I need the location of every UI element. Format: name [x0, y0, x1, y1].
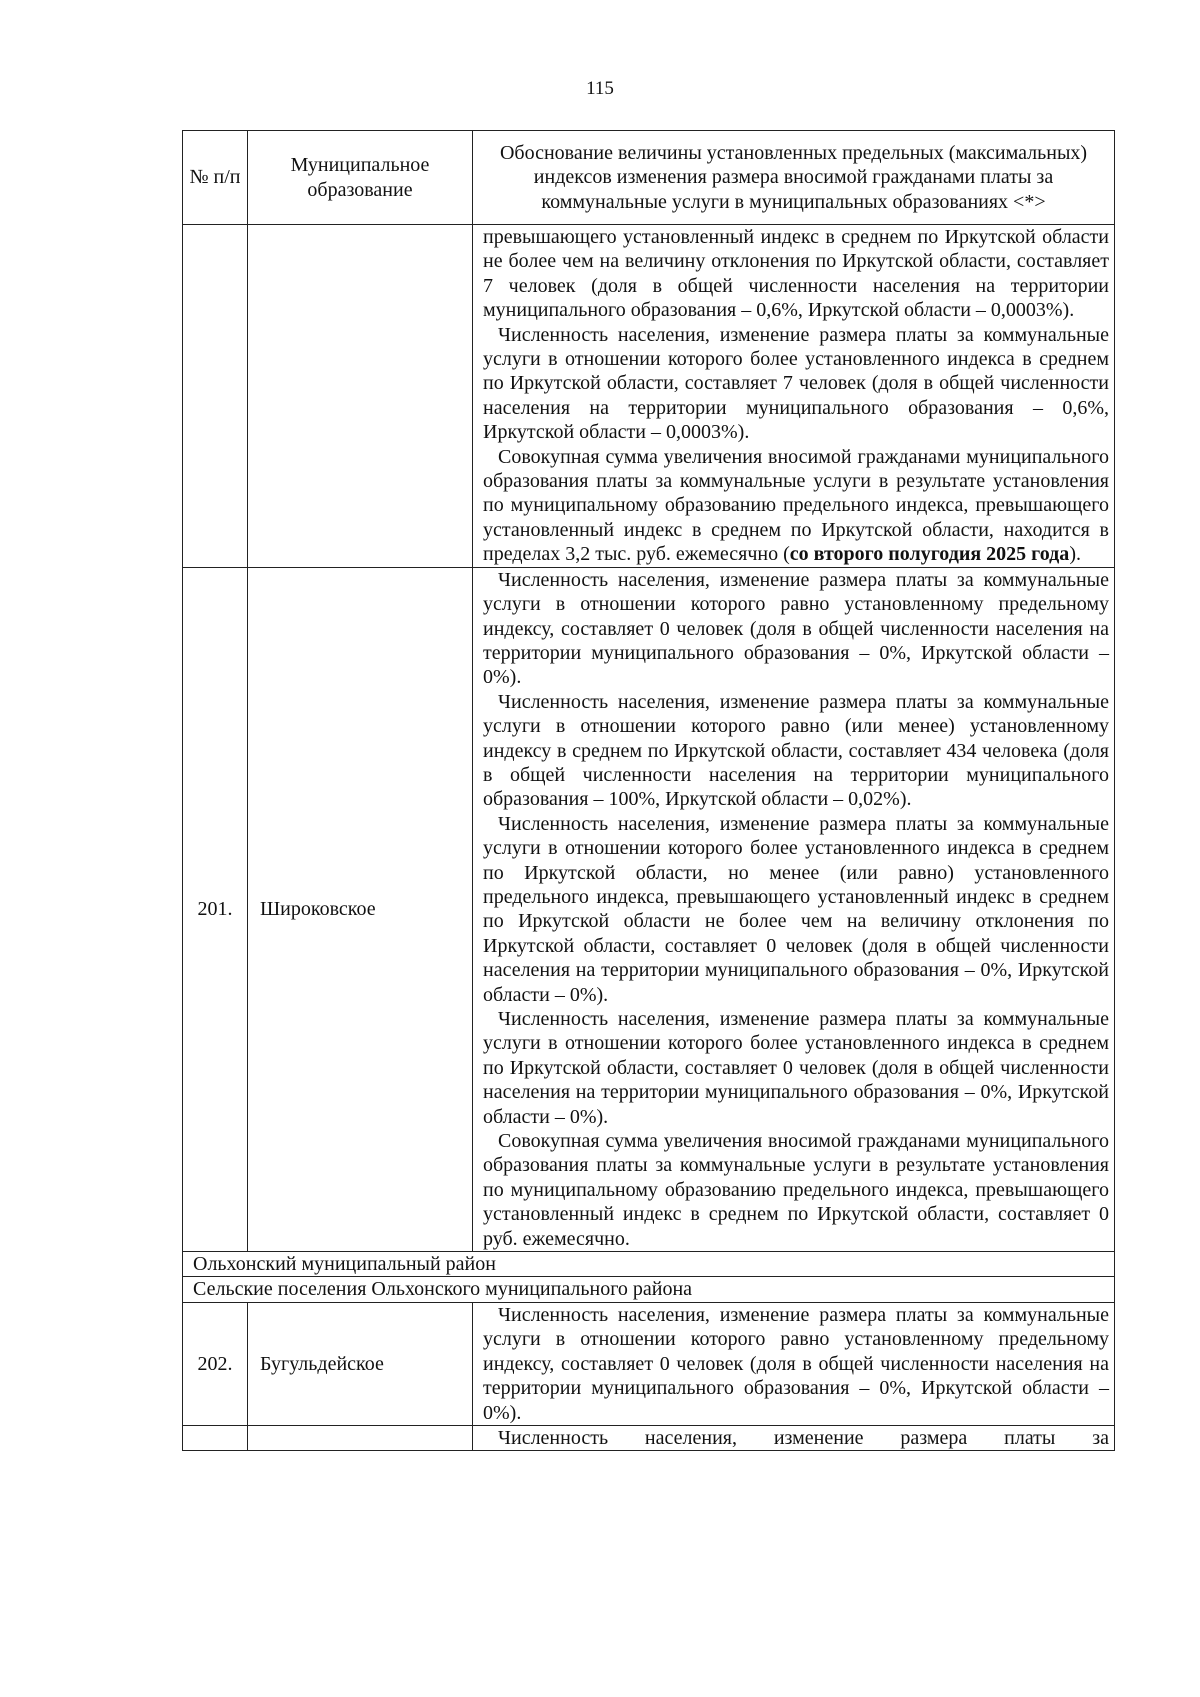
settlements-row — [183, 1277, 1115, 1302]
total-paragraph — [483, 445, 1109, 567]
justification-cell — [473, 1302, 1115, 1425]
municipality-cell-empty — [248, 1425, 473, 1450]
num-cell-empty — [183, 225, 248, 568]
table-row — [183, 1425, 1115, 1450]
municipality-name: Бугульдейское — [248, 1302, 473, 1425]
paragraph: Численность населения, изменение размера платы за коммунальные услуги в отношении которого более установленного индекса в среднем по Иркутской области, составляет 7 человек (доля в общей численности населения на территории муниципального образования – 0,6%, Иркутской области – 0,0003%). — [483, 323, 1109, 444]
indices-table — [182, 130, 1115, 1451]
paragraph: Численность населения, изменение размера платы за коммунальные услуги в отношении которого равно установленному предельному индексу, составляет 0 человек (доля в общей численности населения на территории муниципального образования – 0%, Иркутской области – 0%). — [483, 1303, 1109, 1424]
municipality-cell-empty — [248, 225, 473, 568]
num-cell-empty — [183, 1425, 248, 1450]
page-number: 115 — [586, 78, 614, 99]
paragraph: Численность населения, изменение размера платы за коммунальные услуги в отношении которого более установленного индекса в среднем по Иркутской области, составляет 0 человек (доля в общей численности населения на территории муниципального образования – 0%, Иркутской области – 0%). — [483, 1008, 1109, 1128]
table-header-row — [183, 131, 1115, 225]
table-row — [183, 225, 1115, 568]
paragraph: Численность населения, изменение размера платы за — [498, 1426, 1109, 1449]
row-number: 201. — [183, 567, 248, 1251]
paragraph: Численность населения, изменение размера платы за коммунальные услуги в отношении которого равно (или менее) установленному индексу в среднем по Иркутской области, составляет 434 человека (доля в общей численности населения на территории муниципального образования – 100%, Иркутской области – 0,02%). — [483, 690, 1109, 811]
justification-cell — [473, 225, 1115, 568]
justification-cell — [473, 1425, 1115, 1450]
municipality-name: Широковское — [248, 567, 473, 1251]
paragraph: Численность населения, изменение размера платы за коммунальные услуги в отношении которого равно установленному предельному индексу, составляет 0 человек (доля в общей численности населения на территории муниципального образования – 0%, Иркутской области – 0%). — [483, 568, 1109, 689]
paragraph: Численность населения, изменение размера платы за коммунальные услуги в отношении которого более установленного индекса в среднем по Иркутской области, но менее (или равно) установленного предельного индекса, превышающего установленный индекс в среднем по Иркутской области не более чем на величину отклонения по Иркутской области, составляет 0 человек (доля в общей численности населения на территории муниципального образования – 0%, Иркутской области – 0%). — [483, 812, 1109, 1006]
header-num: № п/п — [183, 131, 248, 225]
total-text: Совокупная сумма увеличения вносимой гражданами муниципального образования платы за коммунальные услуги в результате установления по муниципальному образованию предельного индекса, превышающего установленный индекс в среднем по Иркутской области, находится в пределах 3,2 тыс. руб. ежемесячно ( — [483, 445, 1109, 566]
header-municipality: Муниципальное образование — [248, 131, 473, 225]
settlements-title: Сельские поселения Ольхонского муниципального района — [183, 1277, 1115, 1302]
district-title: Ольхонский муниципальный район — [183, 1252, 1115, 1277]
district-row — [183, 1252, 1115, 1277]
justification-cell — [473, 567, 1115, 1251]
table-row — [183, 1302, 1115, 1425]
paragraph: превышающего установленный индекс в среднем по Иркутской области не более чем на величину отклонения по Иркутской области, составляет 7 человек (доля в общей численности населения на территории муниципального образования – 0,6%, Иркутской области – 0,0003%). — [483, 226, 1109, 322]
paragraph: Совокупная сумма увеличения вносимой гражданами муниципального образования платы за коммунальные услуги в результате установления по муниципальному образованию предельного индекса, превышающего установленный индекс в среднем по Иркутской области, составляет 0 руб. ежемесячно. — [483, 1130, 1109, 1250]
total-end: ). — [1069, 543, 1081, 566]
row-number: 202. — [183, 1302, 248, 1425]
total-period: со второго полугодия 2025 года — [789, 543, 1070, 566]
table-row — [183, 567, 1115, 1251]
header-justification: Обоснование величины установленных предельных (максимальных) индексов изменения размера вносимой гражданами платы за коммунальные услуги в муниципальных образованиях <*> — [473, 131, 1115, 225]
